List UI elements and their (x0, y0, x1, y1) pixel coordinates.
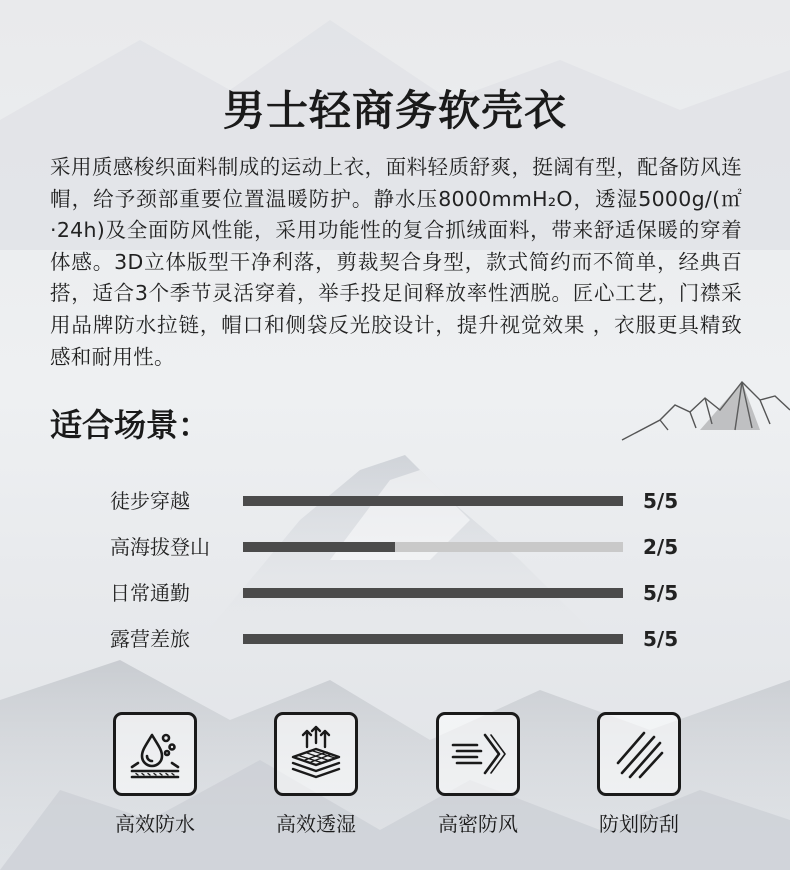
scratch-resistant-icon (597, 712, 681, 796)
rating-value: 5/5 (643, 489, 679, 513)
rating-track (243, 496, 623, 506)
waterproof-icon (113, 712, 197, 796)
scenes-heading: 适合场景： (50, 406, 211, 444)
windproof-icon (436, 712, 520, 796)
rating-fill (243, 588, 623, 598)
page-title: 男士轻商务软壳衣 (222, 86, 567, 135)
feature-label: 高效透湿 (276, 812, 356, 836)
feature-scratch-resistant (597, 712, 681, 836)
rating-value: 2/5 (643, 535, 679, 559)
rating-fill (243, 542, 395, 552)
rating-track (243, 542, 623, 552)
scene-label: 徒步穿越 (110, 489, 190, 513)
scene-rating-row (0, 532, 790, 562)
scene-rating-row (0, 578, 790, 608)
breathable-icon (274, 712, 358, 796)
ink-mountain-icon (622, 382, 790, 440)
scene-rating-row (0, 624, 790, 654)
scene-label: 露营差旅 (110, 627, 190, 651)
rating-track (243, 634, 623, 644)
scene-label: 高海拔登山 (110, 535, 210, 559)
rating-value: 5/5 (643, 627, 679, 651)
scene-rating-row (0, 486, 790, 516)
rating-track (243, 588, 623, 598)
product-description: 采用质感梭织面料制成的运动上衣，面料轻质舒爽，挺阔有型，配备防风连帽，给予颈部重要位置温暖防护。静水压8000mmH₂O，透湿5000g/(㎡·24h)及全面防风性能，采用功能性的复合抓绒面料，带来舒适保暖的穿着体感。3D立体版型干净利落，剪裁契合身型，款式简约而不简单，经典百搭，适合3个季节灵活穿着，举手投足间释放率性洒脱。匠心工艺，门襟采用品牌防水拉链，帽口和侧袋反光胶设计，提升视觉效果 ，衣服更具精致感和耐用性。 (50, 155, 742, 369)
feature-waterproof (113, 712, 197, 836)
rating-fill (243, 496, 623, 506)
feature-breathable (274, 712, 358, 836)
feature-label: 高效防水 (115, 812, 195, 836)
feature-windproof (436, 712, 520, 836)
rating-fill (243, 634, 623, 644)
feature-label: 高密防风 (438, 812, 518, 836)
scene-label: 日常通勤 (110, 581, 190, 605)
feature-label: 防划防刮 (599, 812, 679, 836)
rating-value: 5/5 (643, 581, 679, 605)
